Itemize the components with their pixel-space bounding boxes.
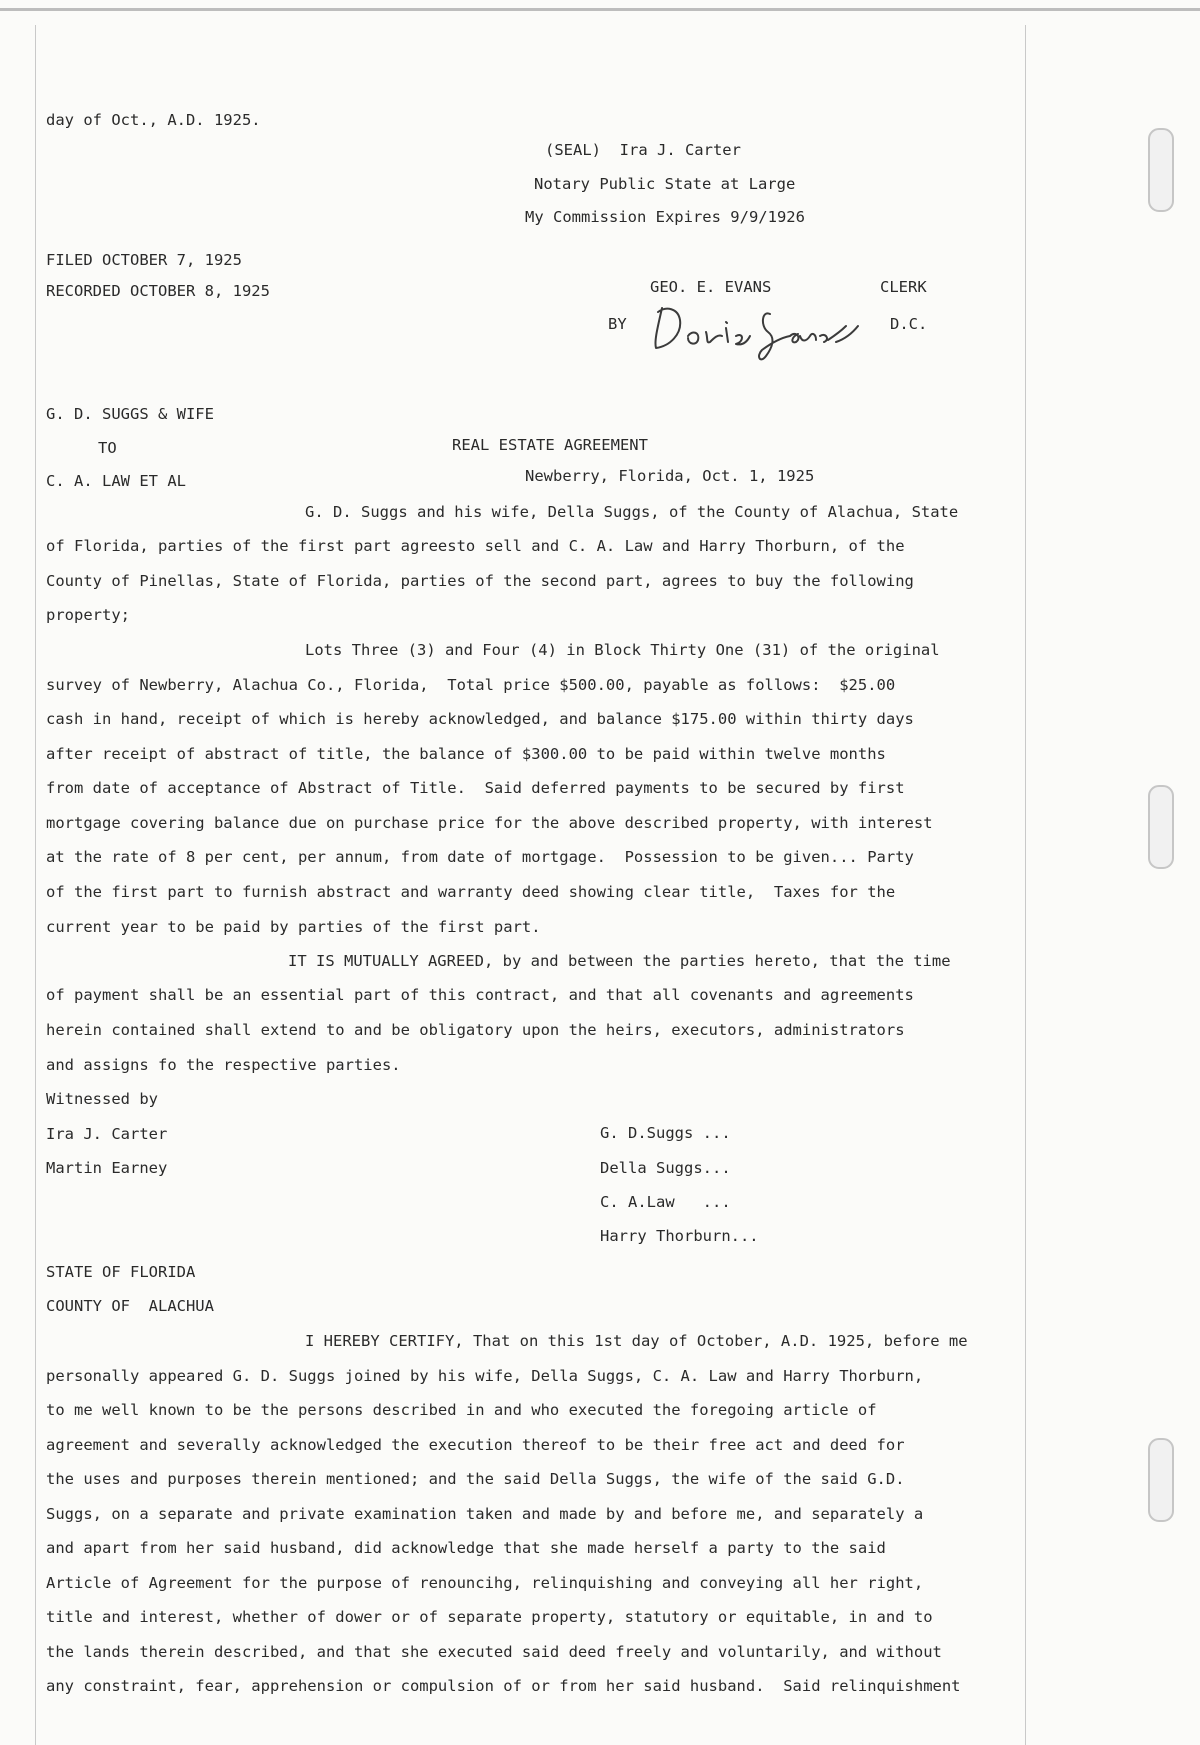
body-line: Lots Three (3) and Four (4) in Block Thirty One (31) of the original <box>305 641 940 659</box>
left-margin-rule <box>35 25 36 1745</box>
witnessed-by-label: Witnessed by <box>46 1090 158 1108</box>
body-line: of Florida, parties of the first part agreesto sell and C. A. Law and Harry Thorburn, of the <box>46 537 905 555</box>
body-line: and assigns fo the respective parties. <box>46 1056 401 1074</box>
certification-line: Article of Agreement for the purpose of renouncihg, relinquishing and conveying all her right, <box>46 1574 924 1592</box>
witness-name: Ira J. Carter <box>46 1125 168 1143</box>
certification-line: title and interest, whether of dower or of separate property, statutory or equitable, in and to <box>46 1608 933 1626</box>
notary-seal-line: (SEAL) Ira J. Carter <box>545 141 741 159</box>
agreement-title: REAL ESTATE AGREEMENT <box>452 436 648 454</box>
certification-line: the uses and purposes therein mentioned; and the said Della Suggs, the wife of the said G.D. <box>46 1470 905 1488</box>
body-line: at the rate of 8 per cent, per annum, from date of mortgage. Possession to be given... Party <box>46 848 914 866</box>
body-line: survey of Newberry, Alachua Co., Florida, Total price $500.00, payable as follows: $25.00 <box>46 676 896 694</box>
signer-name: Della Suggs... <box>600 1159 731 1177</box>
body-line: after receipt of abstract of title, the balance of $300.00 to be paid within twelve months <box>46 745 886 763</box>
body-line: cash in hand, receipt of which is hereby acknowledged, and balance $175.00 within thirty days <box>46 710 914 728</box>
certification-line: and apart from her said husband, did acknowledge that she made herself a party to the said <box>46 1539 886 1557</box>
signer-name: Harry Thorburn... <box>600 1227 759 1245</box>
clerk-name: GEO. E. EVANS <box>650 278 772 296</box>
commission-expiry-line: My Commission Expires 9/9/1926 <box>525 208 805 226</box>
body-line: County of Pinellas, State of Florida, parties of the second part, agrees to buy the following <box>46 572 914 590</box>
clerk-signature <box>640 296 870 366</box>
binder-clip-icon <box>1148 128 1174 212</box>
venue-county: COUNTY OF ALACHUA <box>46 1297 214 1315</box>
deputy-clerk-title: D.C. <box>890 315 928 333</box>
body-line: from date of acceptance of Abstract of Title. Said deferred payments to be secured by first <box>46 779 905 797</box>
closing-date-line: day of Oct., A.D. 1925. <box>46 111 261 129</box>
certification-line: the lands therein described, and that she executed said deed freely and voluntarily, and without <box>46 1643 942 1661</box>
place-date-line: Newberry, Florida, Oct. 1, 1925 <box>525 467 815 485</box>
certification-line: Suggs, on a separate and private examination taken and made by and before me, and separately a <box>46 1505 924 1523</box>
body-line: of payment shall be an essential part of this contract, and that all covenants and agreements <box>46 986 914 1004</box>
signer-name: G. D.Suggs ... <box>600 1124 731 1142</box>
clerk-title: CLERK <box>880 278 927 296</box>
venue-state: STATE OF FLORIDA <box>46 1263 196 1281</box>
body-line: property; <box>46 606 130 624</box>
notary-title-line: Notary Public State at Large <box>534 175 796 193</box>
certification-line: I HEREBY CERTIFY, That on this 1st day of October, A.D. 1925, before me <box>305 1332 968 1350</box>
recorded-date: RECORDED OCTOBER 8, 1925 <box>46 282 270 300</box>
certification-line: any constraint, fear, apprehension or compulsion of or from her said husband. Said relinquishment <box>46 1677 961 1695</box>
body-line: IT IS MUTUALLY AGREED, by and between the parties hereto, that the time <box>288 952 951 970</box>
top-edge-rule <box>0 8 1200 11</box>
grantee-party: C. A. LAW ET AL <box>46 472 186 490</box>
binder-clip-icon <box>1148 1438 1174 1522</box>
body-line: of the first part to furnish abstract and warranty deed showing clear title, Taxes for the <box>46 883 896 901</box>
binder-clip-icon <box>1148 785 1174 869</box>
party-separator: TO <box>98 439 117 457</box>
witness-name: Martin Earney <box>46 1159 168 1177</box>
filed-date: FILED OCTOBER 7, 1925 <box>46 251 242 269</box>
body-line: mortgage covering balance due on purchase price for the above described property, with interest <box>46 814 933 832</box>
certification-line: personally appeared G. D. Suggs joined by his wife, Della Suggs, C. A. Law and Harry Thorburn, <box>46 1367 924 1385</box>
body-line: herein contained shall extend to and be obligatory upon the heirs, executors, administrators <box>46 1021 905 1039</box>
certification-line: to me well known to be the persons described in and who executed the foregoing article of <box>46 1401 877 1419</box>
right-margin-rule <box>1025 25 1026 1745</box>
certification-line: agreement and severally acknowledged the execution thereof to be their free act and deed for <box>46 1436 905 1454</box>
signer-name: C. A.Law ... <box>600 1193 731 1211</box>
by-label: BY <box>608 315 627 333</box>
grantor-party: G. D. SUGGS & WIFE <box>46 405 214 423</box>
body-line: current year to be paid by parties of the first part. <box>46 918 541 936</box>
body-line: G. D. Suggs and his wife, Della Suggs, of the County of Alachua, State <box>305 503 959 521</box>
